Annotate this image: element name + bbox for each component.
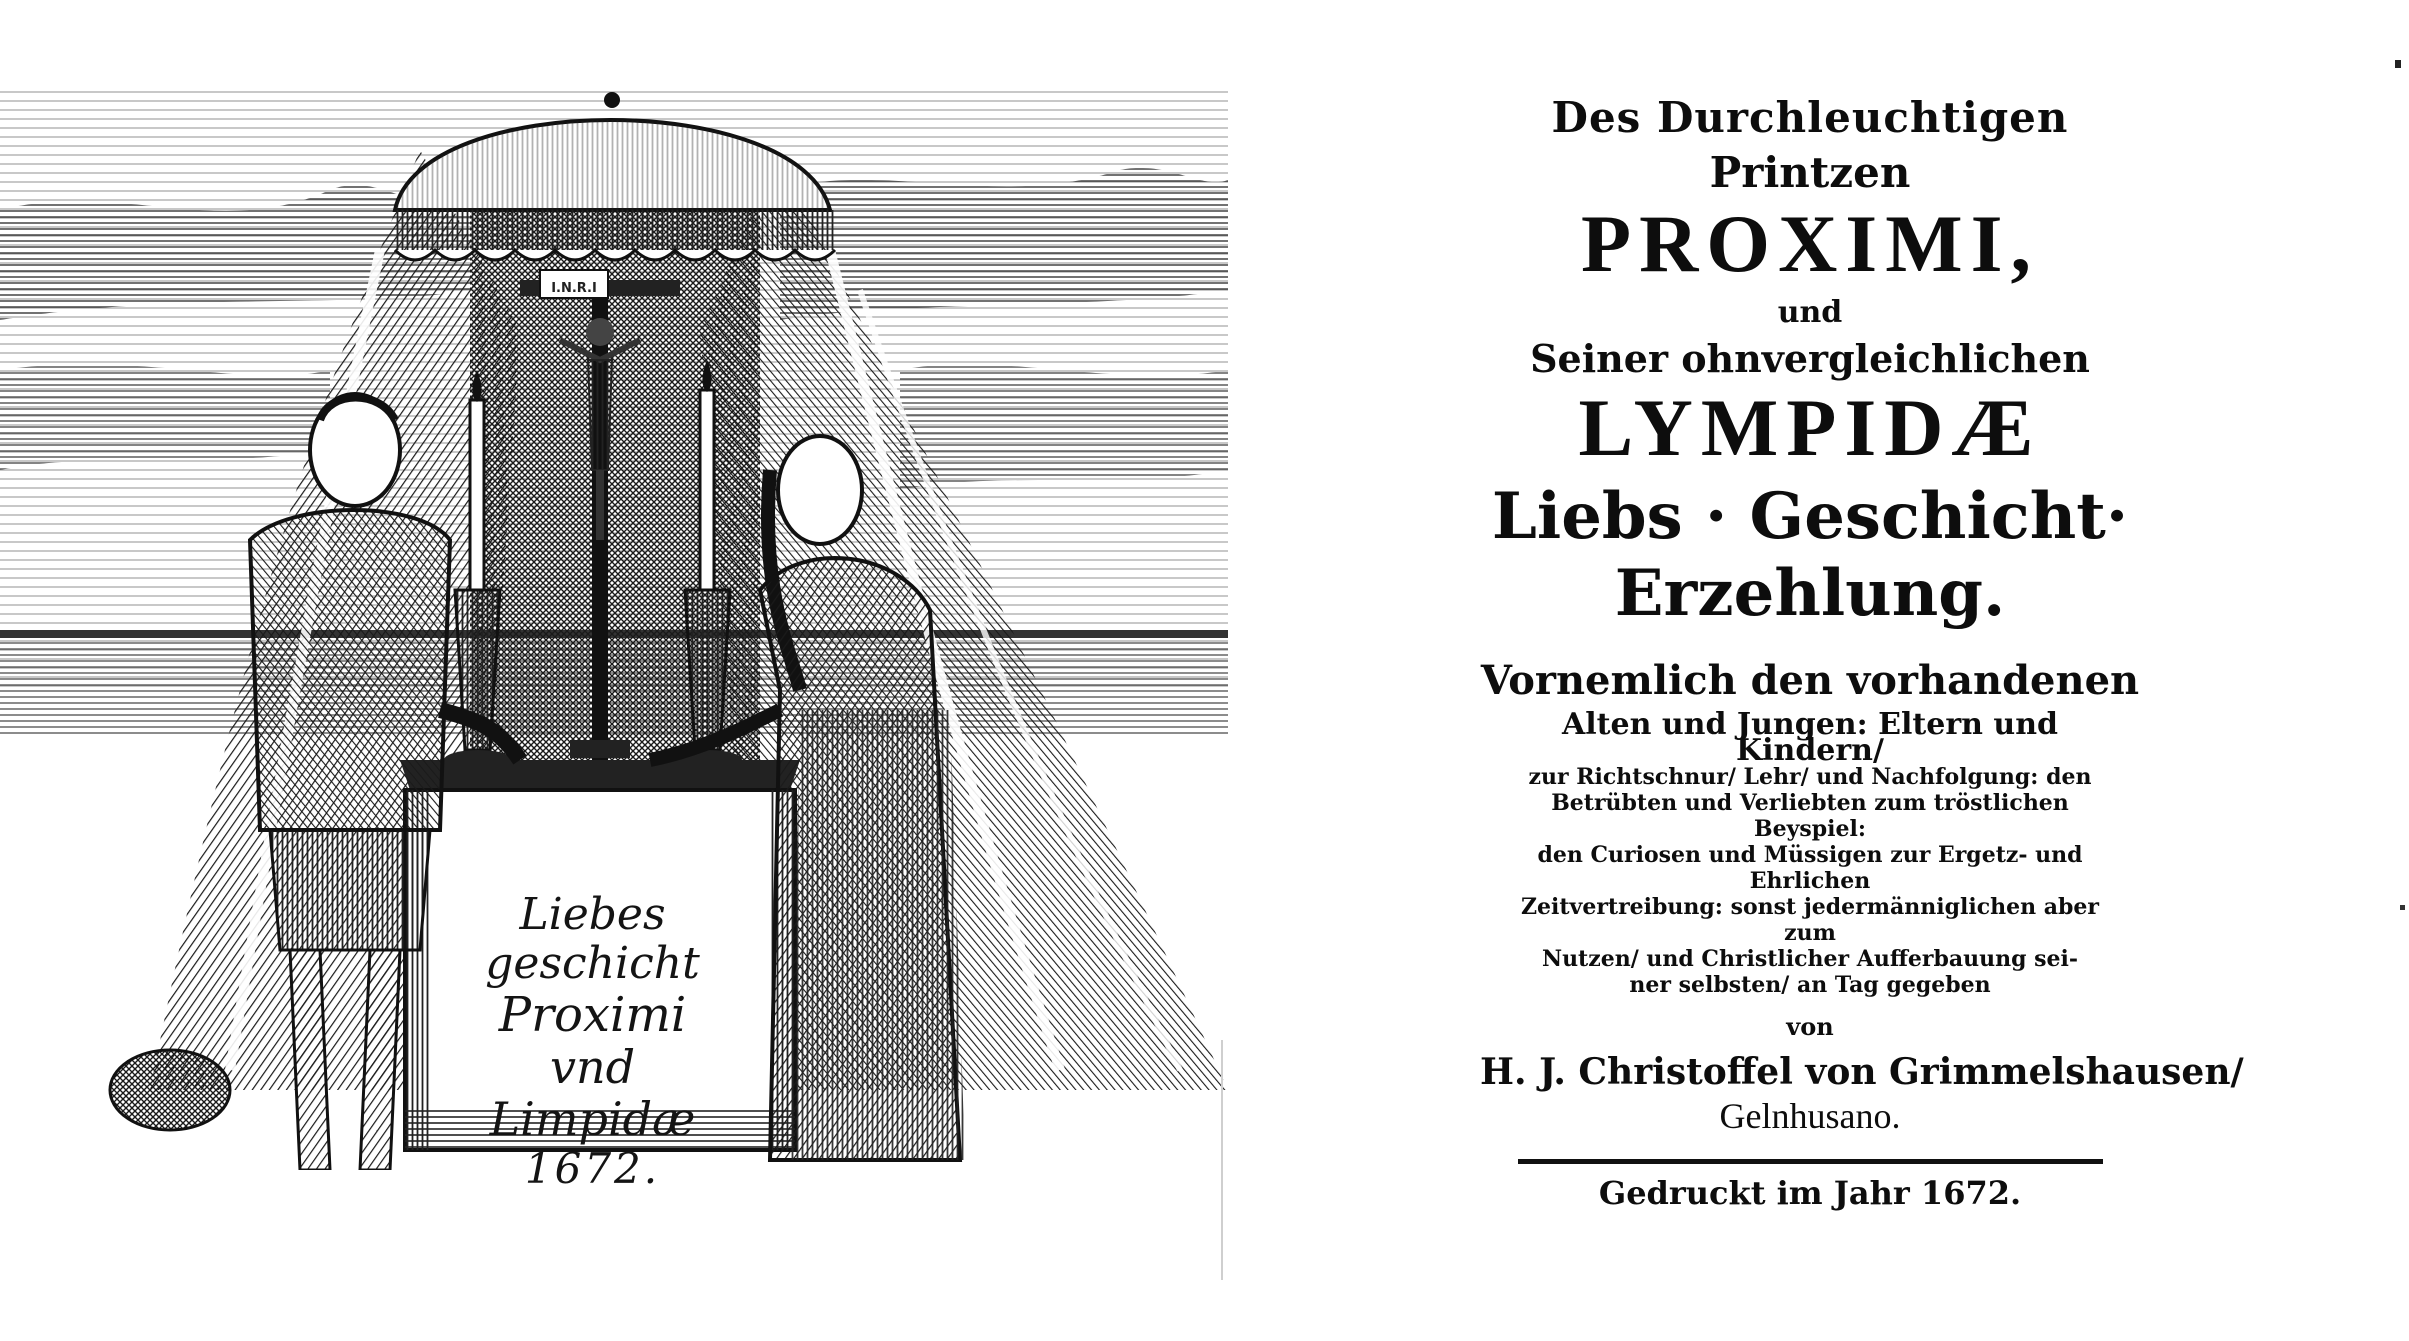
- von-line: von: [1786, 1012, 1834, 1041]
- title-line-1: Des Durchleuchtigen: [1551, 93, 2069, 142]
- binding-gutter: [1221, 1040, 1223, 1280]
- dedication-paragraph: [1510, 707, 2110, 998]
- place-line: Gelnhusano.: [1719, 1096, 1901, 1136]
- altar-inscription-line-4: Limpidæ: [489, 1091, 696, 1146]
- subtitle-line: Vornemlich den vorhandenen: [1480, 657, 2140, 704]
- scan-edge-mark: [2400, 905, 2405, 910]
- title-line-und: und: [1777, 295, 1843, 330]
- altar-inscription: [425, 890, 760, 1192]
- title-proximi: PROXIMI,: [1580, 198, 2040, 289]
- author-line: H. J. Christoffel von Grimmelshausen/: [1480, 1051, 2244, 1093]
- title-line-8: Erzehlung.: [1614, 556, 2006, 631]
- dedication-line-6: Nutzen/ und Christlicher Aufferbauung sei-: [1541, 946, 2079, 972]
- dedication-line-7: ner selbsten/ an Tag gegeben: [1629, 972, 1991, 998]
- scan-edge-mark: [2395, 60, 2401, 68]
- frontispiece-engraving: [0, 70, 1228, 1194]
- title-line-2: Printzen: [1709, 148, 1911, 197]
- dedication-line-2: zur Richtschnur/ Lehr/ und Nachfolgung: den: [1528, 764, 2092, 790]
- imprint-rule: [1518, 1159, 2103, 1164]
- altar-inscription-line-5: 1672.: [524, 1144, 661, 1194]
- title-page: [1480, 85, 2244, 1285]
- imprint-line: Gedruckt im Jahr 1672.: [1598, 1174, 2022, 1212]
- altar-inscription-line-1: Liebes geschicht: [485, 889, 700, 990]
- dedication-line-5: Zeitvertreibung: sonst jedermänniglichen aber zum: [1520, 894, 2100, 946]
- altar-inscription-line-2: Proximi: [498, 986, 687, 1043]
- title-lympidae: LYMPIDÆ: [1578, 382, 2042, 473]
- title-line-5: Seiner ohnvergleichlichen: [1530, 336, 2090, 381]
- dedication-line-4: den Curiosen und Müssigen zur Ergetz- und Ehrlichen: [1537, 842, 2083, 894]
- dedication-line-1: Alten und Jungen: Eltern und Kindern/: [1562, 707, 2058, 768]
- dedication-line-3: Betrübten und Verliebten zum tröstlichen Beyspiel:: [1551, 790, 2069, 842]
- inri-plaque: I.N.R.I: [551, 281, 597, 296]
- altar-inscription-line-3: vnd: [549, 1040, 636, 1095]
- title-line-7: Liebs · Geschicht·: [1491, 479, 2129, 554]
